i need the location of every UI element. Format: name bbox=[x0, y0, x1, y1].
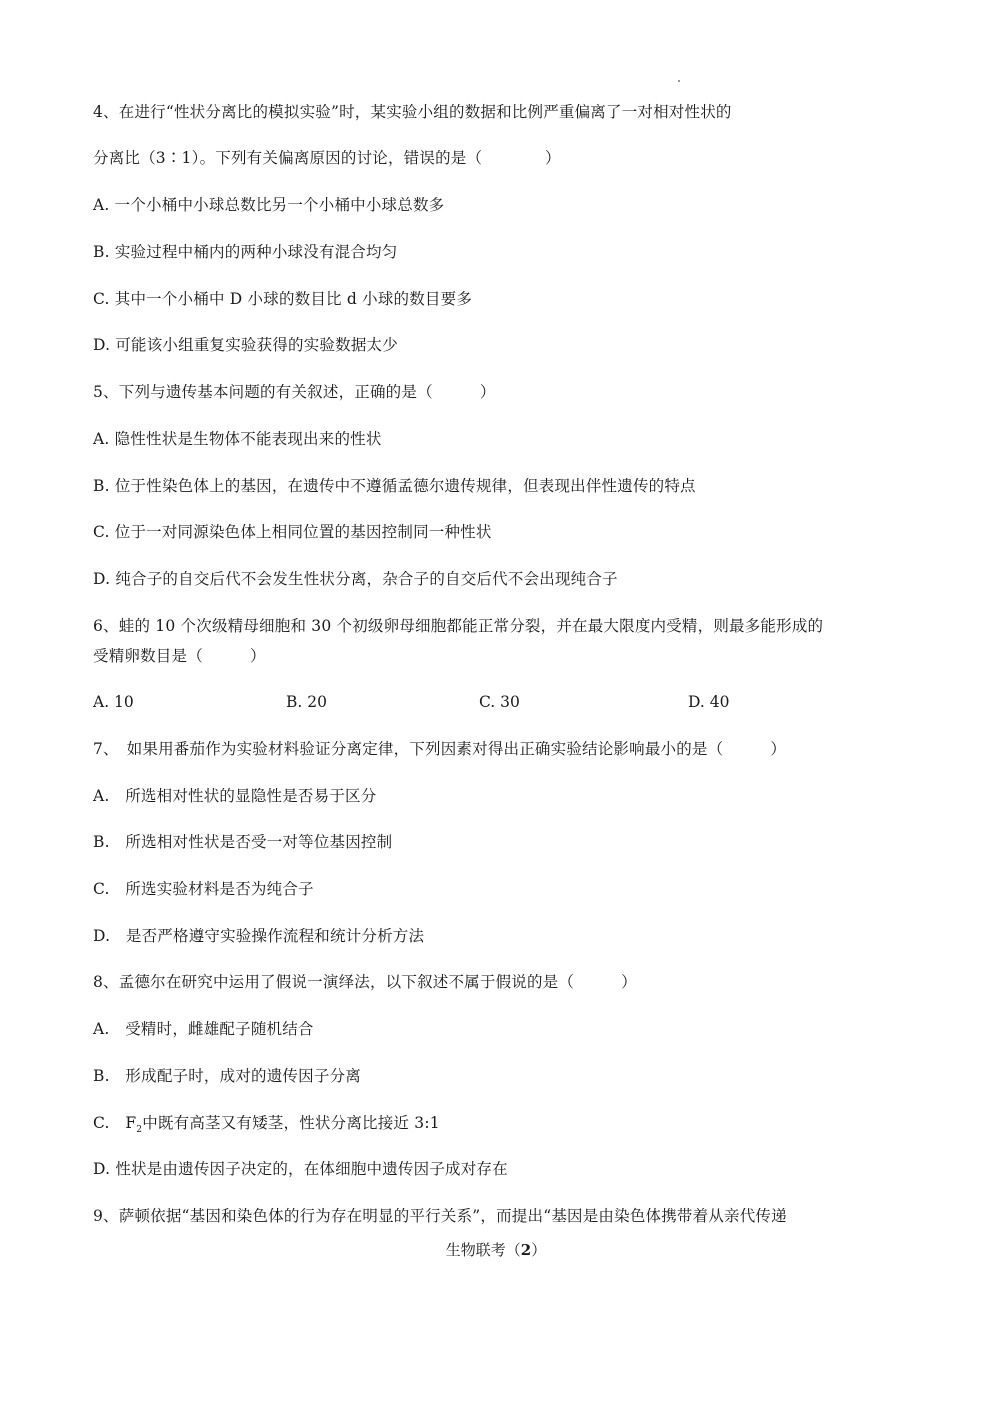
q6-stem-line2: 受精卵数目是（ ） bbox=[93, 647, 266, 665]
q8-option-c-text: 中既有高茎又有矮茎，性状分离比接近 3:1 bbox=[142, 1114, 440, 1132]
q4-option-c: C. 其中一个小桶中 D 小球的数目比 d 小球的数目要多 bbox=[93, 290, 473, 308]
q9-stem-line1: 9、萨顿依据“基因和染色体的行为存在明显的平行关系”，而提出“基因是由染色体携带着从亲代传递 bbox=[93, 1207, 787, 1225]
q6-option-b: B. 20 bbox=[286, 693, 327, 711]
q8-stem: 8、孟德尔在研究中运用了假说一演绎法，以下叙述不属于假说的是（ ） bbox=[93, 973, 637, 991]
q7-option-d: D. 是否严格遵守实验操作流程和统计分析方法 bbox=[93, 927, 425, 945]
q7-stem: 7、 如果用番茄作为实验材料验证分离定律，下列因素对得出正确实验结论影响最小的是（ ） bbox=[93, 740, 787, 758]
q8-option-d: D. 性状是由遗传因子决定的，在体细胞中遗传因子成对存在 bbox=[93, 1160, 508, 1178]
q5-option-a: A. 隐性性状是生物体不能表现出来的性状 bbox=[93, 430, 382, 448]
footer-page-number: 2 bbox=[520, 1241, 532, 1259]
footer-close: ） bbox=[531, 1241, 547, 1259]
q4-stem-line1: 4、在进行“性状分离比的模拟实验”时，某实验小组的数据和比例严重偏离了一对相对性状的 bbox=[93, 103, 732, 121]
q7-option-a: A. 所选相对性状的显隐性是否易于区分 bbox=[93, 787, 377, 805]
q8-option-b: B. 形成配子时，成对的遗传因子分离 bbox=[93, 1067, 361, 1085]
q6-options-row bbox=[93, 692, 893, 712]
scan-speck bbox=[678, 80, 680, 82]
footer-label: 生物联考（ bbox=[445, 1241, 521, 1259]
q8-option-c bbox=[93, 1113, 440, 1140]
q5-option-c: C. 位于一对同源染色体上相同位置的基因控制同一种性状 bbox=[93, 523, 492, 541]
page-footer bbox=[0, 1240, 992, 1260]
q8-option-c-subscript: 2 bbox=[136, 1125, 143, 1136]
q7-option-c: C. 所选实验材料是否为纯合子 bbox=[93, 880, 314, 898]
q6-option-d: D. 40 bbox=[688, 693, 730, 711]
q4-option-b: B. 实验过程中桶内的两种小球没有混合均匀 bbox=[93, 243, 398, 261]
q8-option-c-prefix: C. F bbox=[93, 1114, 137, 1132]
q5-stem: 5、下列与遗传基本问题的有关叙述，正确的是（ ） bbox=[93, 383, 496, 401]
q4-option-a: A. 一个小桶中小球总数比另一个小桶中小球总数多 bbox=[93, 196, 445, 214]
q6-option-a: A. 10 bbox=[93, 693, 134, 711]
q5-option-b: B. 位于性染色体上的基因，在遗传中不遵循孟德尔遗传规律，但表现出伴性遗传的特点 bbox=[93, 477, 696, 495]
q7-option-b: B. 所选相对性状是否受一对等位基因控制 bbox=[93, 833, 393, 851]
q6-option-c: C. 30 bbox=[479, 693, 520, 711]
q8-option-a: A. 受精时，雌雄配子随机结合 bbox=[93, 1020, 314, 1038]
q4-stem-line2: 分离比（3∶1）。下列有关偏离原因的讨论，错误的是（ ） bbox=[93, 149, 561, 167]
q5-option-d: D. 纯合子的自交后代不会发生性状分离，杂合子的自交后代不会出现纯合子 bbox=[93, 570, 618, 588]
q4-option-d: D. 可能该小组重复实验获得的实验数据太少 bbox=[93, 336, 398, 354]
q6-stem-line1: 6、蛙的 10 个次级精母细胞和 30 个初级卵母细胞都能正常分裂，并在最大限度内受精，则最多能形成的 bbox=[93, 617, 824, 635]
